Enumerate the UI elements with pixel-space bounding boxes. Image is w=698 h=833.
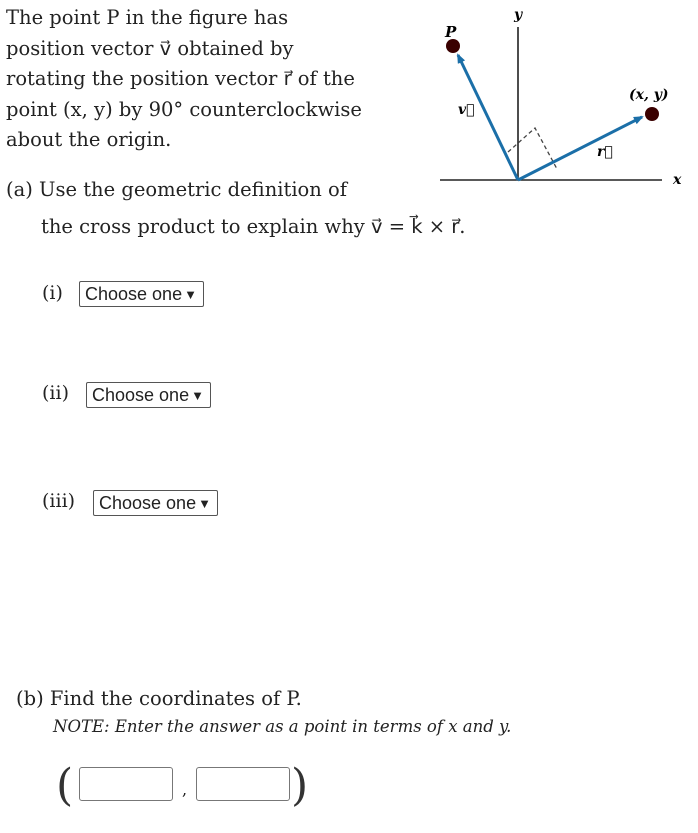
dropdown-iii-value: Choose one — [99, 493, 197, 513]
open-paren: ( — [56, 760, 74, 811]
dropdown-ii[interactable] — [86, 382, 211, 408]
label-v: v⃗ — [458, 102, 475, 118]
label-xy: (x, y) — [629, 87, 669, 103]
part-a-heading: (a) Use the geometric definition of — [6, 178, 348, 201]
rotation-figure — [420, 0, 698, 200]
dropdown-arrow-icon: ▼ — [191, 388, 204, 403]
problem-intro — [6, 3, 376, 156]
x-coordinate-input[interactable] — [79, 767, 173, 801]
intro-line: point (x, y) by 90° counterclockwise — [6, 97, 362, 121]
y-coordinate-input[interactable] — [196, 767, 290, 801]
part-a-question: the cross product to explain why v⃗ = k⃗ × r⃗. — [41, 215, 466, 238]
vector-r — [518, 117, 642, 180]
item-label-ii: (ii) — [42, 382, 69, 404]
dropdown-ii-value: Choose one — [92, 385, 190, 405]
item-label-i: (i) — [42, 282, 63, 304]
dropdown-arrow-icon: ▼ — [184, 287, 197, 302]
part-b-note: NOTE: Enter the answer as a point in terms of x and y. — [53, 717, 512, 736]
dropdown-arrow-icon: ▼ — [198, 496, 211, 511]
label-p: P — [445, 23, 457, 41]
close-paren: ) — [291, 760, 309, 811]
dropdown-iii[interactable] — [93, 490, 218, 516]
item-label-iii: (iii) — [42, 490, 76, 512]
label-x: x — [673, 172, 682, 188]
intro-line: rotating the position vector r⃗ of the — [6, 67, 355, 90]
intro-line: position vector v⃗ obtained by — [6, 36, 294, 60]
dropdown-i-value: Choose one — [85, 284, 183, 304]
dropdown-i[interactable] — [79, 281, 204, 307]
label-r: r⃗ — [597, 144, 613, 160]
intro-line: about the origin. — [6, 128, 172, 151]
part-b-heading: (b) Find the coordinates of P. — [16, 687, 302, 710]
point-p — [446, 39, 460, 53]
comma: , — [182, 780, 188, 799]
point-xy — [645, 107, 659, 121]
intro-line: The point P in the figure has — [6, 6, 289, 29]
label-y: y — [514, 7, 523, 23]
